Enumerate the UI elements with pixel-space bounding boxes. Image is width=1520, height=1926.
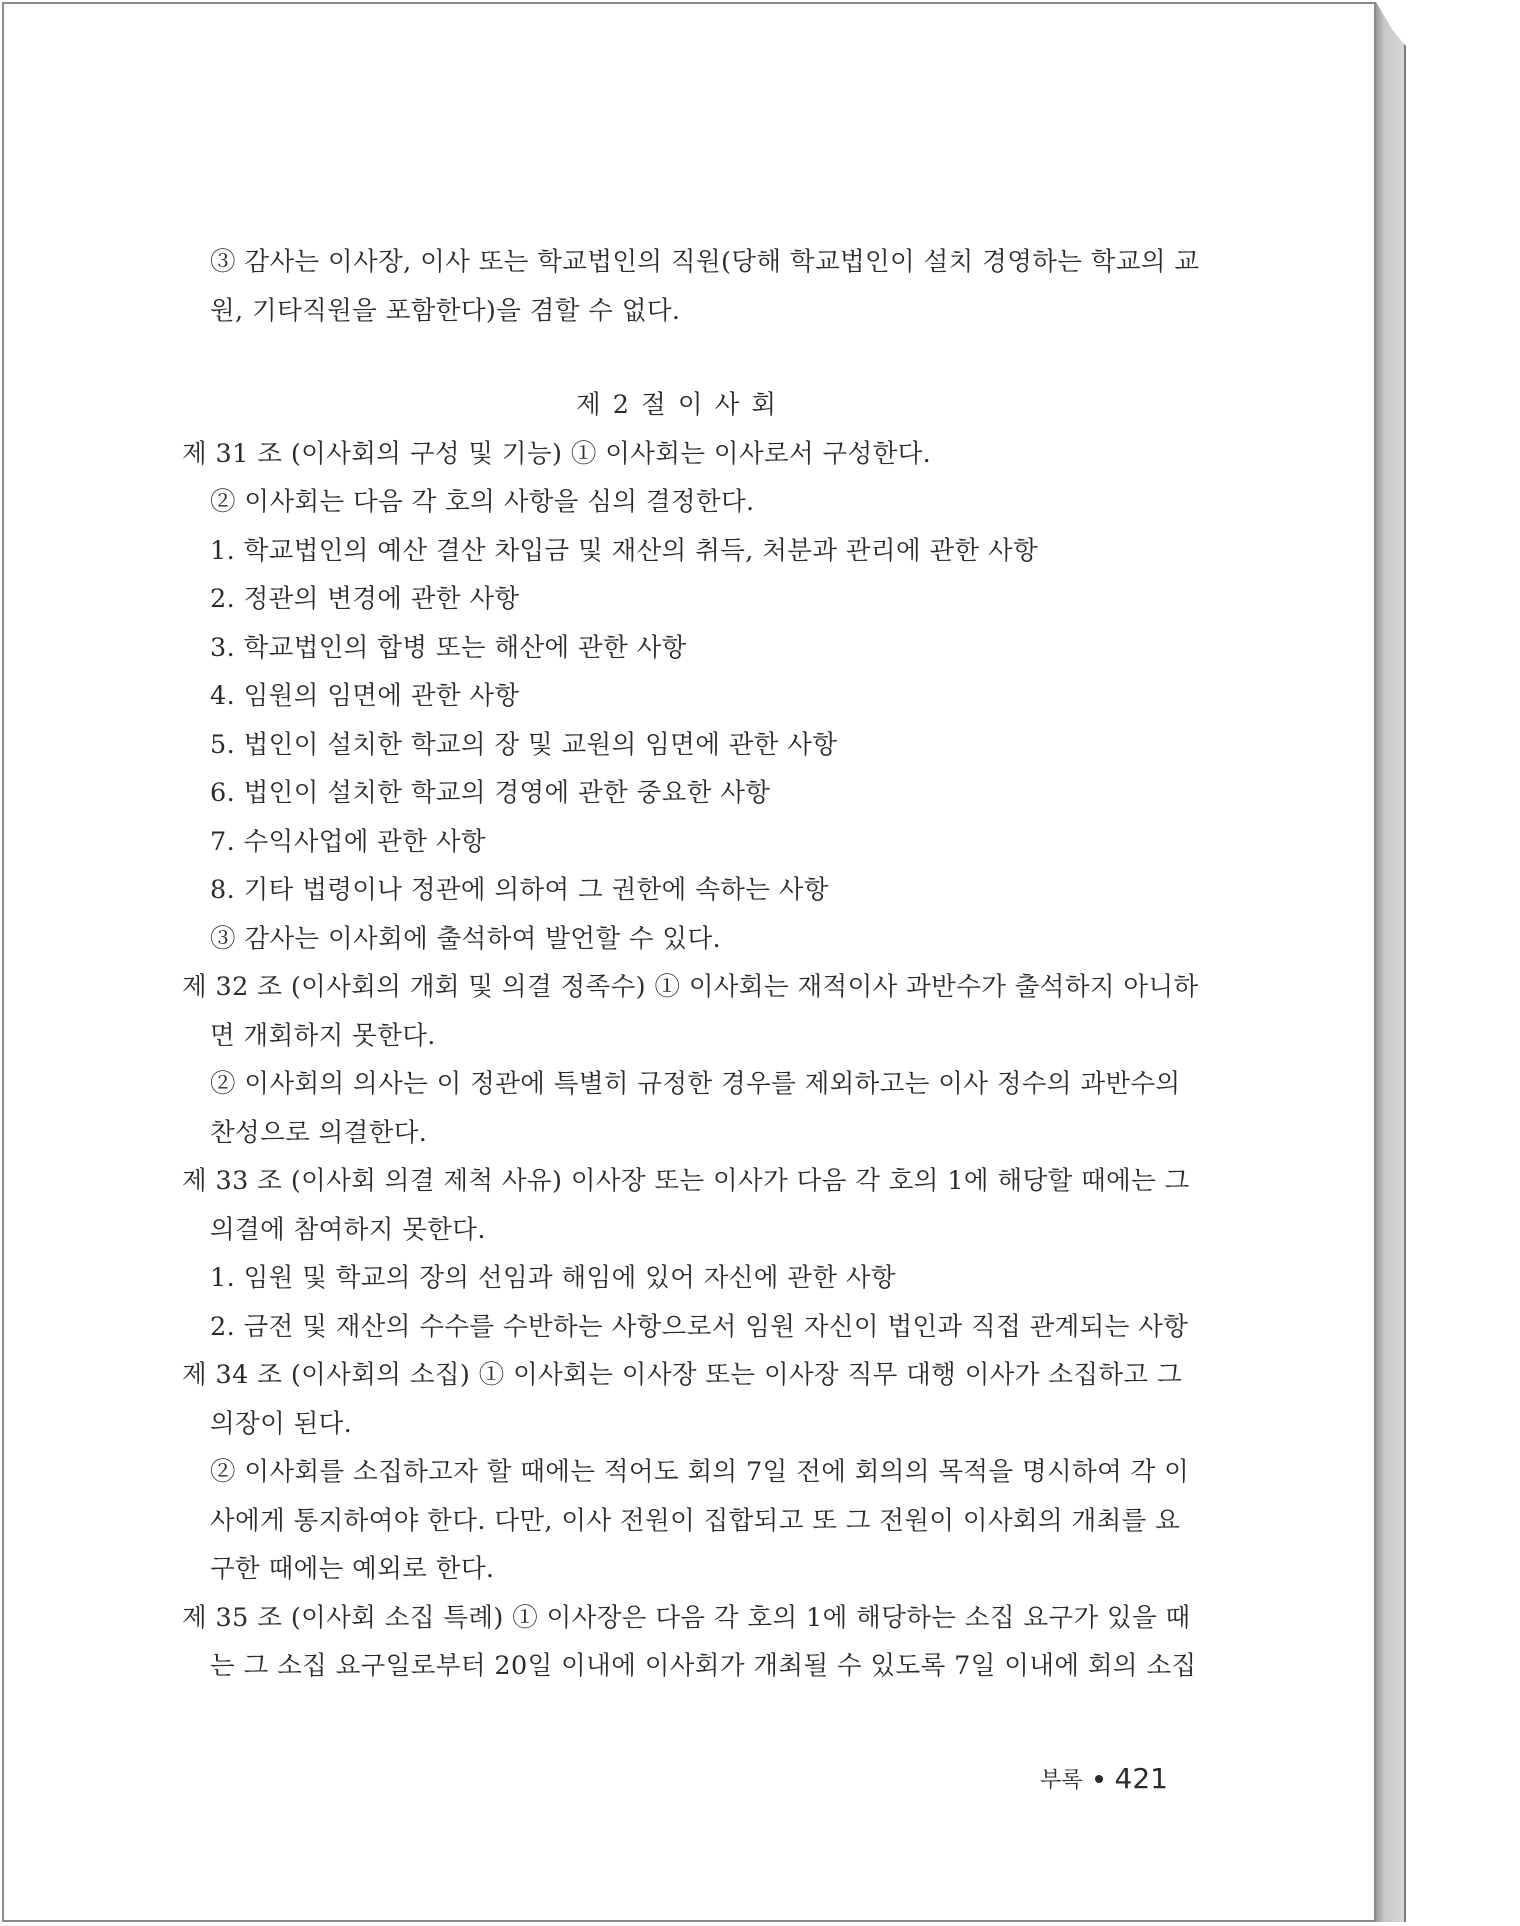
text-line: 원, 기타직원을 포함한다)을 겸할 수 없다.	[210, 295, 681, 326]
text-line: ③ 감사는 이사회에 출석하여 발언할 수 있다.	[210, 923, 722, 954]
article-line: 제 35 조 (이사회 소집 특례) ① 이사장은 다음 각 호의 1에 해당하는 소집 요구가 있을 때	[182, 1602, 1191, 1633]
text-line: 면 개회하지 못한다.	[210, 1020, 436, 1051]
text-line: 는 그 소집 요구일로부터 20일 이내에 이사회가 개최될 수 있도록 7일 이내에 회의 소집	[210, 1651, 1197, 1681]
text-line: 1. 학교법인의 예산 결산 차입금 및 재산의 취득, 처분과 관리에 관한 사항	[210, 535, 1039, 566]
article-lines	[182, 430, 1199, 1691]
bullet-icon	[1095, 1775, 1103, 1783]
text-line: 의장이 된다.	[210, 1408, 353, 1439]
text-line: 구한 때에는 예외로 한다.	[210, 1554, 495, 1584]
text-line: ② 이사회는 다음 각 호의 사항을 심의 결정한다.	[210, 487, 755, 517]
article-line: 제 32 조 (이사회의 개회 및 의결 정족수) ① 이사회는 재적이사 과반수가 출석하지 아니하	[182, 972, 1199, 1002]
body-text	[182, 238, 1200, 1691]
text-line: 사에게 통지하여야 한다. 다만, 이사 전원이 집합되고 또 그 전원이 이사회의 개최를 요	[210, 1505, 1181, 1536]
text-line: 7. 수익사업에 관한 사항	[210, 826, 486, 857]
text-line: ② 이사회의 의사는 이 정관에 특별히 규정한 경우를 제외하고는 이사 정수의 과반수의	[210, 1069, 1181, 1099]
text-line: 4. 임원의 임면에 관한 사항	[210, 681, 520, 711]
text-line: 2. 금전 및 재산의 수수를 수반하는 사항으로서 임원 자신이 법인과 직접 관계되는 사항	[210, 1311, 1189, 1342]
page-edge-shadow	[1376, 2, 1406, 1922]
text-line: 3. 학교법인의 합병 또는 해산에 관한 사항	[210, 632, 687, 663]
article-line: 제 33 조 (이사회 의결 제척 사유) 이사장 또는 이사가 다음 각 호의 1에 해당할 때에는 그	[182, 1166, 1190, 1196]
article-line: 제 31 조 (이사회의 구성 및 기능) ① 이사회는 이사로서 구성한다.	[182, 438, 932, 469]
text-line: 6. 법인이 설치한 학교의 경영에 관한 중요한 사항	[210, 778, 771, 808]
text-line: 2. 정관의 변경에 관한 사항	[210, 584, 520, 614]
page-number: 421	[1114, 1762, 1168, 1795]
footer-label: 부록	[1040, 1768, 1083, 1793]
article-line: 제 34 조 (이사회의 소집) ① 이사회는 이사장 또는 이사장 직무 대행 이사가 소집하고 그	[182, 1360, 1182, 1390]
text-line: ③ 감사는 이사장, 이사 또는 학교법인의 직원(당해 학교법인이 설치 경영하는 학교의 교	[210, 247, 1200, 277]
section-heading: 제 2 절 이 사 회	[576, 390, 778, 420]
text-line: 8. 기타 법령이나 정관에 의하여 그 권한에 속하는 사항	[210, 875, 829, 905]
text-line: 찬성으로 의결한다.	[210, 1117, 428, 1148]
text-line: ② 이사회를 소집하고자 할 때에는 적어도 회의 7일 전에 회의의 목적을 명시하여 각 이	[210, 1457, 1190, 1487]
page-footer	[1040, 1762, 1168, 1795]
text-line: 5. 법인이 설치한 학교의 장 및 교원의 임면에 관한 사항	[210, 729, 838, 760]
text-line: 1. 임원 및 학교의 장의 선임과 해임에 있어 자신에 관한 사항	[210, 1263, 896, 1293]
text-line: 의결에 참여하지 못한다.	[210, 1214, 486, 1245]
